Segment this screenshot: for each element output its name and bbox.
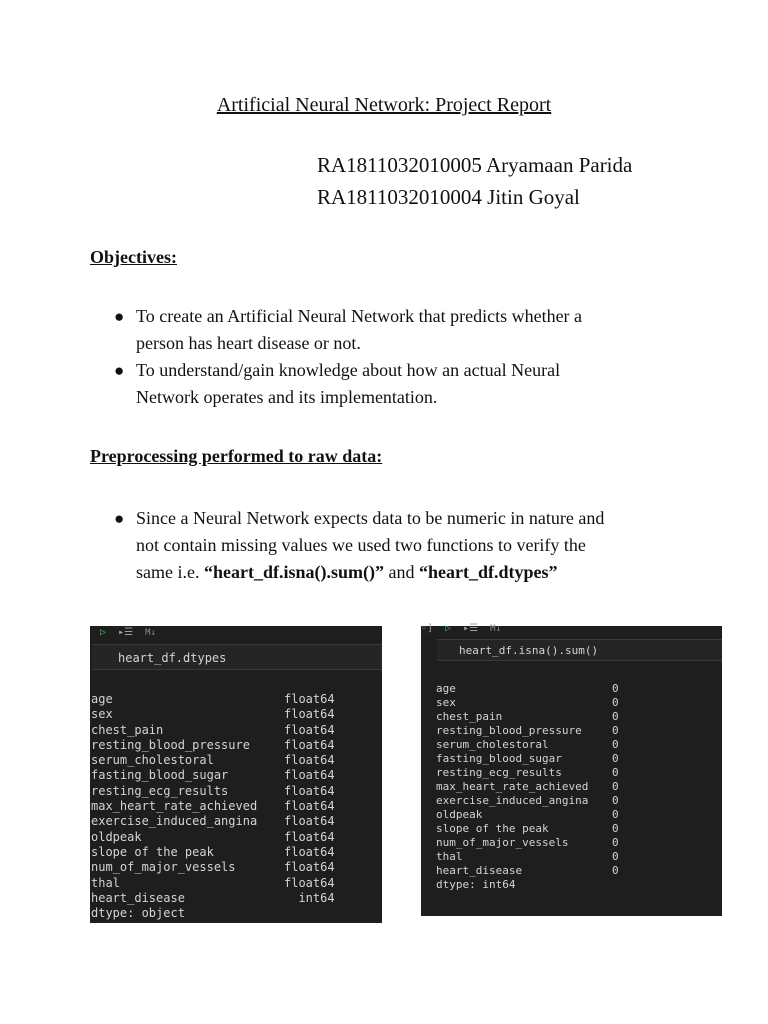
column-name: exercise_induced_angina <box>436 794 589 807</box>
output-row <box>91 707 335 722</box>
objective-item <box>114 303 674 357</box>
objectives-heading: Objectives: <box>90 247 177 267</box>
output-row <box>91 876 335 891</box>
column-name: serum_cholestoral <box>91 753 214 768</box>
column-name: thal <box>436 850 463 863</box>
column-name: heart_disease <box>436 864 523 877</box>
column-name: resting_blood_pressure <box>436 724 582 737</box>
output-row <box>91 753 335 768</box>
code-command: heart_df.isna().sum() <box>459 644 599 657</box>
column-name: fasting_blood_sugar <box>91 768 229 783</box>
column-name: thal <box>91 875 120 890</box>
output-row <box>436 682 632 696</box>
author-line-1: RA1811032010005 Aryamaan Parida <box>317 153 633 177</box>
column-name: max_heart_rate_achieved <box>436 780 589 793</box>
output-row <box>436 780 632 794</box>
column-name: sex <box>91 707 113 722</box>
column-name: serum_cholestoral <box>436 738 549 751</box>
run-by-line-icon[interactable]: ▸☰ <box>118 627 134 638</box>
column-value: int64 <box>298 890 335 905</box>
cell-toolbar: ◦] ▷ ▸☰ M↓ <box>421 623 502 634</box>
preprocessing-text: same i.e. <box>136 562 204 582</box>
output-row <box>436 808 632 822</box>
column-name: resting_blood_pressure <box>91 737 250 752</box>
column-name: chest_pain <box>91 722 164 737</box>
page-title: Artificial Neural Network: Project Report <box>216 94 552 116</box>
column-name: age <box>436 682 456 695</box>
objective-text: person has heart disease or not. <box>136 333 361 353</box>
objective-item <box>114 357 674 411</box>
column-value: 0 <box>612 794 619 807</box>
output-row <box>436 822 632 836</box>
column-value: float64 <box>284 799 335 814</box>
run-icon[interactable]: ▷ <box>445 623 452 634</box>
column-name: num_of_major_vessels <box>91 860 236 875</box>
output-row <box>91 830 335 845</box>
column-value: 0 <box>612 766 619 779</box>
column-value: 0 <box>612 780 619 793</box>
cell-toolbar <box>100 627 156 641</box>
column-value: 0 <box>612 864 619 877</box>
column-value: 0 <box>612 696 619 709</box>
column-value: float64 <box>284 844 335 859</box>
output-row <box>436 752 632 766</box>
output-row <box>91 860 335 875</box>
isna-sum-screenshot <box>421 623 722 916</box>
bullet-icon: ● <box>114 307 125 326</box>
column-name: resting_ecg_results <box>436 766 562 779</box>
preprocessing-item <box>114 505 674 586</box>
markdown-label: M↓ <box>490 624 502 634</box>
output-row <box>436 724 632 738</box>
column-value: float64 <box>284 783 335 798</box>
column-name: fasting_blood_sugar <box>436 752 562 765</box>
output-row <box>91 738 335 753</box>
column-value: 0 <box>612 682 619 695</box>
column-value: 0 <box>612 822 619 835</box>
objective-text: Network operates and its implementation. <box>136 387 438 407</box>
output-row <box>91 784 335 799</box>
output-row <box>436 696 632 710</box>
markdown-label: M↓ <box>145 628 156 638</box>
column-name: oldpeak <box>91 829 142 844</box>
output-row <box>91 891 335 906</box>
column-name: chest_pain <box>436 710 503 723</box>
preprocessing-list <box>114 505 674 586</box>
isna-output <box>436 682 632 878</box>
column-value: float64 <box>284 768 335 783</box>
output-row <box>91 814 335 829</box>
column-name: exercise_induced_angina <box>91 814 258 829</box>
output-row <box>436 864 632 878</box>
column-name: oldpeak <box>436 808 483 821</box>
code-cell[interactable] <box>437 639 722 661</box>
column-value: float64 <box>284 829 335 844</box>
code-reference: “heart_df.isna().sum()” <box>203 562 384 582</box>
column-value: float64 <box>284 692 335 706</box>
objectives-list <box>114 303 674 411</box>
objective-text: To understand/gain knowledge about how an actual Neural <box>136 360 561 380</box>
column-value: float64 <box>284 707 335 722</box>
bullet-icon: ● <box>114 361 125 380</box>
column-name: num_of_major_vessels <box>436 836 569 849</box>
column-value: float64 <box>284 722 335 737</box>
column-name: max_heart_rate_achieved <box>91 799 258 814</box>
output-row <box>436 836 632 850</box>
output-row <box>436 850 632 864</box>
column-name: heart_disease <box>91 890 185 905</box>
column-value: 0 <box>612 752 619 765</box>
preprocessing-text: and <box>383 562 419 582</box>
column-value: 0 <box>612 808 619 821</box>
column-value: float64 <box>284 875 335 890</box>
output-row <box>91 845 335 860</box>
column-value: 0 <box>612 724 619 737</box>
column-value: float64 <box>284 814 335 829</box>
output-row <box>436 710 632 724</box>
author-line-2: RA1811032010004 Jitin Goyal <box>317 185 580 209</box>
column-value: 0 <box>612 710 619 723</box>
column-value: float64 <box>284 860 335 875</box>
output-row <box>436 794 632 808</box>
objective-text: To create an Artificial Neural Network that predicts whether a <box>136 306 583 326</box>
output-footer: dtype: int64 <box>436 878 516 891</box>
code-reference: “heart_df.dtypes” <box>418 562 558 582</box>
column-name: slope of the peak <box>91 844 214 859</box>
dtypes-output <box>91 692 335 906</box>
column-name: resting_ecg_results <box>91 783 229 798</box>
preprocessing-text: Since a Neural Network expects data to be numeric in nature and <box>136 508 605 528</box>
output-row <box>91 692 335 707</box>
output-row <box>91 799 335 814</box>
column-name: age <box>91 692 113 706</box>
column-name: slope of the peak <box>436 822 549 835</box>
column-value: 0 <box>612 738 619 751</box>
code-command: heart_df.dtypes <box>118 651 227 665</box>
output-row <box>436 738 632 752</box>
bullet-icon: ● <box>114 509 125 528</box>
output-footer: dtype: object <box>91 906 185 920</box>
preprocessing-text: not contain missing values we used two functions to verify the <box>136 535 586 555</box>
code-cell[interactable] <box>92 644 382 670</box>
dtypes-screenshot <box>90 626 382 923</box>
run-icon[interactable]: ▷ <box>100 627 107 638</box>
run-by-line-icon[interactable]: ▸☰ <box>463 623 479 634</box>
output-row <box>91 768 335 783</box>
column-value: 0 <box>612 850 619 863</box>
column-value: 0 <box>612 836 619 849</box>
output-row <box>91 723 335 738</box>
output-row <box>436 766 632 780</box>
preprocessing-heading: Preprocessing performed to raw data: <box>90 446 383 466</box>
column-value: float64 <box>284 753 335 768</box>
column-name: sex <box>436 696 456 709</box>
column-value: float64 <box>284 737 335 752</box>
